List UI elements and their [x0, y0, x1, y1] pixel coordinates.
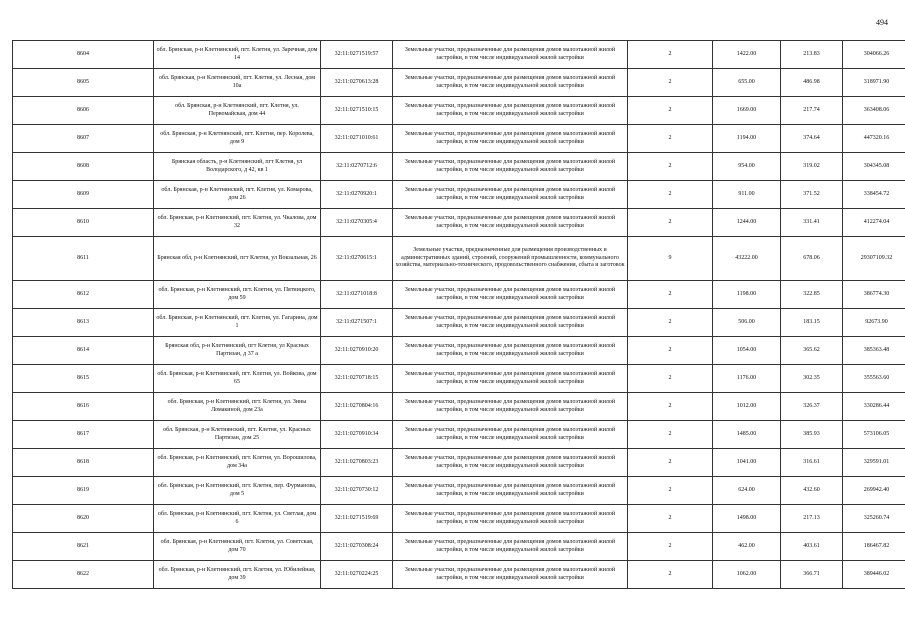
- address-cell: обл. Брянская, р-н Клетнянский, пгт. Клетня, ул. Светлая, дом 6: [154, 505, 321, 533]
- cadastral-value-cell: 385363.48: [843, 337, 905, 365]
- address-cell: обл. Брянская, р-н Клетнянский, пгт. Клетня, ул. Советская, дом 70: [154, 533, 321, 561]
- group-number-cell: 2: [628, 97, 713, 125]
- cadastral-value-cell: 92673.90: [843, 309, 905, 337]
- cadastral-value-cell: 573106.05: [843, 421, 905, 449]
- cadastral-value-cell: 304345.08: [843, 153, 905, 181]
- row-number-cell: 8606: [13, 97, 154, 125]
- cadastral-value-cell: 318971.90: [843, 69, 905, 97]
- land-use-cell: Земельные участки, предназначенные для размещения производственных и административных зданий, строений, сооружений промышленности, коммунального хозяйства, материально-технического, продовольственного снабжения, сбыта и заготовок: [393, 237, 628, 281]
- row-number-cell: 8617: [13, 421, 154, 449]
- land-use-cell: Земельные участки, предназначенные для размещения домов малоэтажной жилой застройки, в том числе индивидуальной жилой застройки: [393, 125, 628, 153]
- table-row: [13, 393, 905, 421]
- cadastral-number-cell: 32:11:0270910:20: [321, 337, 393, 365]
- row-number-cell: 8619: [13, 477, 154, 505]
- group-number-cell: 2: [628, 41, 713, 69]
- land-use-cell: Земельные участки, предназначенные для размещения домов малоэтажной жилой застройки, в том числе индивидуальной жилой застройки: [393, 41, 628, 69]
- cadastral-value-cell: 29307109.32: [843, 237, 905, 281]
- area-cell: 655.00: [713, 69, 781, 97]
- row-number-cell: 8615: [13, 365, 154, 393]
- land-use-cell: Земельные участки, предназначенные для размещения домов малоэтажной жилой застройки, в том числе индивидуальной жилой застройки: [393, 181, 628, 209]
- land-use-cell: Земельные участки, предназначенные для размещения домов малоэтажной жилой застройки, в том числе индивидуальной жилой застройки: [393, 561, 628, 589]
- area-cell: 43222.00: [713, 237, 781, 281]
- address-cell: обл. Брянская, р-н Клетнянский, пгт. Клетня, ул. Войкова, дом 65: [154, 365, 321, 393]
- address-cell: обл. Брянская, р-н Клетнянский, пгт. Клетня, ул. Лесная, дом 10а: [154, 69, 321, 97]
- cadastral-value-cell: 412274.04: [843, 209, 905, 237]
- table-row: [13, 69, 905, 97]
- cadastral-value-cell: 389446.02: [843, 561, 905, 589]
- row-number-cell: 8604: [13, 41, 154, 69]
- area-cell: 1198.00: [713, 281, 781, 309]
- cadastral-value-cell: 330286.44: [843, 393, 905, 421]
- row-number-cell: 8622: [13, 561, 154, 589]
- area-cell: 954.00: [713, 153, 781, 181]
- cadastral-number-cell: 32:11:0270920:1: [321, 181, 393, 209]
- address-cell: Брянская обл, р-н Клетнянский, пгт Клетня, ул Красных Партизан, д 37 а: [154, 337, 321, 365]
- area-cell: 911.00: [713, 181, 781, 209]
- area-cell: 1669.00: [713, 97, 781, 125]
- specific-value-cell: 331.41: [781, 209, 843, 237]
- address-cell: обл. Брянская, р-н Клетнянский, пгт. Клетня, ул. Комарова, дом 26: [154, 181, 321, 209]
- area-cell: 1176.00: [713, 365, 781, 393]
- specific-value-cell: 374.64: [781, 125, 843, 153]
- table-row: [13, 125, 905, 153]
- row-number-cell: 8616: [13, 393, 154, 421]
- group-number-cell: 2: [628, 365, 713, 393]
- address-cell: обл. Брянская, р-н Клетнянский, пгт. Клетня, ул. Первомайская, дом 44: [154, 97, 321, 125]
- group-number-cell: 2: [628, 337, 713, 365]
- table-row: [13, 505, 905, 533]
- group-number-cell: 2: [628, 209, 713, 237]
- cadastral-value-cell: 186467.82: [843, 533, 905, 561]
- cadastral-number-cell: 32:11:0271519:69: [321, 505, 393, 533]
- cadastral-number-cell: 32:11:0271507:1: [321, 309, 393, 337]
- specific-value-cell: 316.61: [781, 449, 843, 477]
- row-number-cell: 8610: [13, 209, 154, 237]
- table-row: [13, 365, 905, 393]
- land-use-cell: Земельные участки, предназначенные для размещения домов малоэтажной жилой застройки, в том числе индивидуальной жилой застройки: [393, 69, 628, 97]
- cadastral-number-cell: 32:11:0270305:4: [321, 209, 393, 237]
- cadastral-number-cell: 32:11:0270613:28: [321, 69, 393, 97]
- cadastral-value-cell: 447320.16: [843, 125, 905, 153]
- table-row: [13, 561, 905, 589]
- land-use-cell: Земельные участки, предназначенные для размещения домов малоэтажной жилой застройки, в том числе индивидуальной жилой застройки: [393, 421, 628, 449]
- group-number-cell: 2: [628, 561, 713, 589]
- row-number-cell: 8613: [13, 309, 154, 337]
- table-row: [13, 97, 905, 125]
- specific-value-cell: 213.83: [781, 41, 843, 69]
- row-number-cell: 8607: [13, 125, 154, 153]
- table-row: [13, 449, 905, 477]
- area-cell: 624.00: [713, 477, 781, 505]
- land-use-cell: Земельные участки, предназначенные для размещения домов малоэтажной жилой застройки, в том числе индивидуальной жилой застройки: [393, 153, 628, 181]
- address-cell: Брянская обл, р-н Клетнянский, пгт Клетня, ул Вокзальная, 26: [154, 237, 321, 281]
- address-cell: обл. Брянская, р-н Клетнянский, пгт. Клетня, ул. Гагарина, дом 1: [154, 309, 321, 337]
- area-cell: 1244.00: [713, 209, 781, 237]
- group-number-cell: 9: [628, 237, 713, 281]
- row-number-cell: 8609: [13, 181, 154, 209]
- address-cell: обл. Брянская, р-н Клетнянский, пгт. Клетня, пер. Фурманова, дом 5: [154, 477, 321, 505]
- address-cell: обл. Брянская, р-н Клетнянский, пгт. Клетня, ул. Пятницкого, дом 59: [154, 281, 321, 309]
- area-cell: 1485.00: [713, 421, 781, 449]
- row-number-cell: 8611: [13, 237, 154, 281]
- cadastral-value-cell: 329591.01: [843, 449, 905, 477]
- row-number-cell: 8621: [13, 533, 154, 561]
- cadastral-value-cell: 338454.72: [843, 181, 905, 209]
- cadastral-number-cell: 32:11:0270804:16: [321, 393, 393, 421]
- table-row: [13, 477, 905, 505]
- row-number-cell: 8618: [13, 449, 154, 477]
- cadastral-number-cell: 32:11:0270308:24: [321, 533, 393, 561]
- table-row: [13, 421, 905, 449]
- table-row: [13, 337, 905, 365]
- address-cell: обл. Брянская, р-н Клетнянский, пгт. Клетня, ул. Чкалова, дом 32: [154, 209, 321, 237]
- cadastral-number-cell: 32:11:0270224:25: [321, 561, 393, 589]
- specific-value-cell: 403.61: [781, 533, 843, 561]
- table-row: [13, 181, 905, 209]
- cadastral-value-cell: 304066.26: [843, 41, 905, 69]
- area-cell: 1422.00: [713, 41, 781, 69]
- table-body: [13, 41, 905, 589]
- specific-value-cell: 365.62: [781, 337, 843, 365]
- specific-value-cell: 432.60: [781, 477, 843, 505]
- land-use-cell: Земельные участки, предназначенные для размещения домов малоэтажной жилой застройки, в том числе индивидуальной жилой застройки: [393, 393, 628, 421]
- specific-value-cell: 319.02: [781, 153, 843, 181]
- cadastral-number-cell: 32:11:0271010:61: [321, 125, 393, 153]
- table-row: [13, 153, 905, 181]
- group-number-cell: 2: [628, 309, 713, 337]
- address-cell: обл. Брянская, р-н Клетнянский, пгт. Клетня, ул. Красных Партизан, дом 25: [154, 421, 321, 449]
- specific-value-cell: 322.85: [781, 281, 843, 309]
- group-number-cell: 2: [628, 477, 713, 505]
- specific-value-cell: 678.06: [781, 237, 843, 281]
- land-use-cell: Земельные участки, предназначенные для размещения домов малоэтажной жилой застройки, в том числе индивидуальной жилой застройки: [393, 477, 628, 505]
- area-cell: 1012.00: [713, 393, 781, 421]
- cadastral-number-cell: 32:11:0270910:34: [321, 421, 393, 449]
- specific-value-cell: 371.52: [781, 181, 843, 209]
- land-use-cell: Земельные участки, предназначенные для размещения домов малоэтажной жилой застройки, в том числе индивидуальной жилой застройки: [393, 337, 628, 365]
- land-use-cell: Земельные участки, предназначенные для размещения домов малоэтажной жилой застройки, в том числе индивидуальной жилой застройки: [393, 365, 628, 393]
- cadastral-number-cell: 32:11:0271510:15: [321, 97, 393, 125]
- address-cell: обл. Брянская, р-н Клетнянский, пгт. Клетня, пер. Королева, дом 9: [154, 125, 321, 153]
- cadastral-value-cell: 363408.06: [843, 97, 905, 125]
- land-use-cell: Земельные участки, предназначенные для размещения домов малоэтажной жилой застройки, в том числе индивидуальной жилой застройки: [393, 533, 628, 561]
- cadastral-number-cell: 32:11:0270615:1: [321, 237, 393, 281]
- row-number-cell: 8614: [13, 337, 154, 365]
- land-use-cell: Земельные участки, предназначенные для размещения домов малоэтажной жилой застройки, в том числе индивидуальной жилой застройки: [393, 209, 628, 237]
- page-number: 494: [876, 18, 888, 27]
- specific-value-cell: 183.15: [781, 309, 843, 337]
- cadastral-number-cell: 32:11:0270803:23: [321, 449, 393, 477]
- cadastral-value-cell: 386774.30: [843, 281, 905, 309]
- land-use-cell: Земельные участки, предназначенные для размещения домов малоэтажной жилой застройки, в том числе индивидуальной жилой застройки: [393, 309, 628, 337]
- area-cell: 1062.00: [713, 561, 781, 589]
- group-number-cell: 2: [628, 421, 713, 449]
- cadastral-value-cell: 325260.74: [843, 505, 905, 533]
- specific-value-cell: 217.13: [781, 505, 843, 533]
- land-use-cell: Земельные участки, предназначенные для размещения домов малоэтажной жилой застройки, в том числе индивидуальной жилой застройки: [393, 505, 628, 533]
- table-row: [13, 237, 905, 281]
- table-row: [13, 309, 905, 337]
- cadastral-number-cell: 32:11:0271018:8: [321, 281, 393, 309]
- table-row: [13, 209, 905, 237]
- land-use-cell: Земельные участки, предназначенные для размещения домов малоэтажной жилой застройки, в том числе индивидуальной жилой застройки: [393, 449, 628, 477]
- row-number-cell: 8612: [13, 281, 154, 309]
- area-cell: 1041.00: [713, 449, 781, 477]
- address-cell: Брянская область, р-н Клетнянский, пгт Клетня, ул Володарского, д 42, кв 1: [154, 153, 321, 181]
- area-cell: 462.00: [713, 533, 781, 561]
- area-cell: 1054.00: [713, 337, 781, 365]
- table-row: [13, 41, 905, 69]
- group-number-cell: 2: [628, 449, 713, 477]
- specific-value-cell: 217.74: [781, 97, 843, 125]
- land-use-cell: Земельные участки, предназначенные для размещения домов малоэтажной жилой застройки, в том числе индивидуальной жилой застройки: [393, 281, 628, 309]
- land-use-cell: Земельные участки, предназначенные для размещения домов малоэтажной жилой застройки, в том числе индивидуальной жилой застройки: [393, 97, 628, 125]
- cadastral-number-cell: 32:11:0270730:12: [321, 477, 393, 505]
- group-number-cell: 2: [628, 505, 713, 533]
- row-number-cell: 8608: [13, 153, 154, 181]
- table-row: [13, 281, 905, 309]
- group-number-cell: 2: [628, 281, 713, 309]
- area-cell: 506.00: [713, 309, 781, 337]
- specific-value-cell: 366.71: [781, 561, 843, 589]
- group-number-cell: 2: [628, 181, 713, 209]
- address-cell: обл. Брянская, р-н Клетнянский, пгт. Клетня, ул. Зины Ломакиной, дом 23а: [154, 393, 321, 421]
- specific-value-cell: 385.93: [781, 421, 843, 449]
- area-cell: 1194.00: [713, 125, 781, 153]
- cadastral-value-table: [12, 40, 905, 589]
- cadastral-number-cell: 32:11:0270712:6: [321, 153, 393, 181]
- cadastral-value-cell: 269942.40: [843, 477, 905, 505]
- address-cell: обл. Брянская, р-н Клетнянский, пгт. Клетня, ул. Заречная, дом 14: [154, 41, 321, 69]
- cadastral-number-cell: 32:11:0270718:15: [321, 365, 393, 393]
- address-cell: обл. Брянская, р-н Клетнянский, пгт. Клетня, ул. Юбилейная, дом 39: [154, 561, 321, 589]
- row-number-cell: 8605: [13, 69, 154, 97]
- specific-value-cell: 486.98: [781, 69, 843, 97]
- cadastral-value-cell: 355563.60: [843, 365, 905, 393]
- area-cell: 1498.00: [713, 505, 781, 533]
- specific-value-cell: 302.35: [781, 365, 843, 393]
- group-number-cell: 2: [628, 153, 713, 181]
- specific-value-cell: 326.37: [781, 393, 843, 421]
- row-number-cell: 8620: [13, 505, 154, 533]
- group-number-cell: 2: [628, 533, 713, 561]
- group-number-cell: 2: [628, 69, 713, 97]
- address-cell: обл. Брянская, р-н Клетнянский, пгт. Клетня, ул. Ворошилова, дом 34а: [154, 449, 321, 477]
- group-number-cell: 2: [628, 125, 713, 153]
- cadastral-number-cell: 32:11:0271519:57: [321, 41, 393, 69]
- group-number-cell: 2: [628, 393, 713, 421]
- table-row: [13, 533, 905, 561]
